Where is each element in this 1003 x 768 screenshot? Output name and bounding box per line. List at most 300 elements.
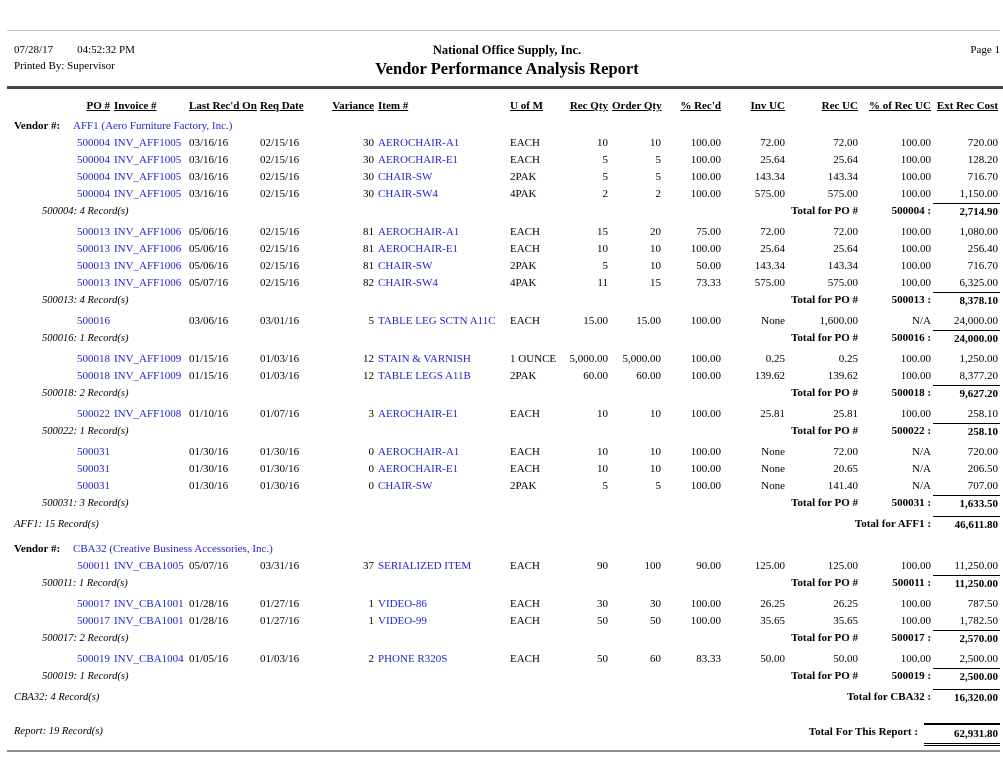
- inv-uc-cell: 143.34: [754, 171, 785, 183]
- po-cell[interactable]: 500031: [77, 463, 110, 475]
- rec-uc-cell: 20.65: [833, 463, 858, 475]
- table-row: [14, 406, 1000, 423]
- order-qty-cell: 50: [650, 615, 661, 627]
- order-qty-cell: 10: [650, 260, 661, 272]
- req-date-cell: 01/30/16: [260, 446, 300, 458]
- inv-uc-cell: 125.00: [754, 560, 785, 572]
- pct-recd-cell: 100.00: [690, 154, 721, 166]
- table-row: [14, 169, 1000, 186]
- pct-rec-uc-cell: 100.00: [900, 188, 931, 200]
- order-qty-cell: 5,000.00: [622, 353, 661, 365]
- order-qty-cell: 60.00: [636, 370, 661, 382]
- table-row: [14, 275, 1000, 292]
- uom-cell: 4PAK: [510, 188, 537, 200]
- invoice-cell[interactable]: INV_AFF1006: [114, 260, 182, 272]
- ext-rec-cost-cell: 716.70: [967, 260, 998, 272]
- order-qty-cell: 15.00: [636, 315, 661, 327]
- variance-cell: 82: [363, 277, 374, 289]
- rec-uc-cell: 50.00: [833, 653, 858, 665]
- po-cell[interactable]: 500013: [77, 260, 110, 272]
- pct-recd-cell: 50.00: [696, 260, 721, 272]
- last-recd-cell: 05/07/16: [189, 277, 229, 289]
- pct-rec-uc-cell: 100.00: [900, 243, 931, 255]
- po-cell[interactable]: 500013: [77, 277, 110, 289]
- po-cell[interactable]: 500013: [77, 226, 110, 238]
- table-row: [14, 444, 1000, 461]
- uom-cell: 2PAK: [510, 480, 537, 492]
- inv-uc-cell: 25.81: [760, 408, 785, 420]
- pct-recd-cell: 100.00: [690, 188, 721, 200]
- variance-cell: 12: [363, 370, 374, 382]
- last-recd-cell: 01/28/16: [189, 615, 229, 627]
- variance-cell: 5: [368, 315, 374, 327]
- variance-cell: 81: [363, 226, 374, 238]
- ext-rec-cost-cell: 1,782.50: [959, 615, 998, 627]
- ext-rec-cost-cell: 716.70: [967, 171, 998, 183]
- col-header-variance: Variance: [332, 100, 374, 112]
- order-qty-cell: 5: [655, 480, 661, 492]
- pct-rec-uc-cell: 100.00: [900, 277, 931, 289]
- invoice-cell[interactable]: INV_AFF1009: [114, 370, 182, 382]
- item-cell[interactable]: STAIN & VARNISH: [378, 353, 471, 365]
- order-qty-cell: 100: [644, 560, 661, 572]
- invoice-cell[interactable]: INV_CBA1005: [114, 560, 184, 572]
- pct-recd-cell: 100.00: [690, 480, 721, 492]
- po-total-label: Total for PO #: [791, 577, 858, 589]
- pct-rec-uc-cell: 100.00: [900, 598, 931, 610]
- pct-recd-cell: 90.00: [696, 560, 721, 572]
- pct-rec-uc-cell: 100.00: [900, 154, 931, 166]
- po-total-label: Total for PO #: [791, 294, 858, 306]
- table-row: [14, 152, 1000, 169]
- inv-uc-cell: 25.64: [760, 154, 785, 166]
- rec-qty-cell: 30: [597, 598, 608, 610]
- req-date-cell: 02/15/16: [260, 171, 300, 183]
- report-header: [14, 42, 1000, 79]
- pct-rec-uc-cell: N/A: [912, 463, 931, 475]
- po-total-label: Total for PO #: [791, 425, 858, 437]
- rec-qty-cell: 60.00: [583, 370, 608, 382]
- po-cell[interactable]: 500031: [77, 480, 110, 492]
- report-body: [14, 98, 1000, 707]
- inv-uc-cell: 72.00: [760, 226, 785, 238]
- pct-rec-uc-cell: 100.00: [900, 615, 931, 627]
- printed-by: Printed By: Supervisor: [14, 60, 115, 72]
- last-recd-cell: 01/10/16: [189, 408, 229, 420]
- invoice-cell[interactable]: INV_AFF1005: [114, 171, 182, 183]
- variance-cell: 81: [363, 260, 374, 272]
- order-qty-cell: 10: [650, 408, 661, 420]
- pct-recd-cell: 73.33: [696, 277, 721, 289]
- po-total-value: 11,250.00: [933, 575, 1000, 593]
- ext-rec-cost-cell: 1,150.00: [959, 188, 998, 200]
- invoice-cell[interactable]: INV_CBA1004: [114, 653, 184, 665]
- ext-rec-cost-cell: 707.00: [967, 480, 998, 492]
- pct-rec-uc-cell: 100.00: [900, 137, 931, 149]
- po-cell[interactable]: 500019: [77, 653, 110, 665]
- rec-uc-cell: 143.34: [827, 171, 858, 183]
- last-recd-cell: 05/06/16: [189, 243, 229, 255]
- rec-uc-cell: 25.64: [833, 243, 858, 255]
- rec-qty-cell: 10: [597, 137, 608, 149]
- po-summary-row: [14, 495, 1000, 513]
- po-cell[interactable]: 500004: [77, 171, 110, 183]
- po-total-value: 1,633.50: [933, 495, 1000, 513]
- po-summary-row: [14, 423, 1000, 441]
- pct-rec-uc-cell: N/A: [912, 480, 931, 492]
- vendor-name[interactable]: CBA32 (Creative Business Accessories, Inc.): [73, 543, 273, 555]
- last-recd-cell: 03/16/16: [189, 154, 229, 166]
- req-date-cell: 01/27/16: [260, 598, 300, 610]
- rec-qty-cell: 15: [597, 226, 608, 238]
- rec-qty-cell: 5,000.00: [569, 353, 608, 365]
- ext-rec-cost-cell: 1,250.00: [959, 353, 998, 365]
- item-cell[interactable]: CHAIR-SW4: [378, 188, 438, 200]
- ext-rec-cost-cell: 11,250.00: [954, 560, 998, 572]
- uom-cell: EACH: [510, 653, 540, 665]
- po-record-count: 500016: 1 Record(s): [42, 333, 129, 344]
- uom-cell: EACH: [510, 226, 540, 238]
- req-date-cell: 01/30/16: [260, 480, 300, 492]
- uom-cell: 2PAK: [510, 370, 537, 382]
- po-total-value: 8,378.10: [933, 292, 1000, 310]
- rec-uc-cell: 26.25: [833, 598, 858, 610]
- variance-cell: 1: [368, 598, 374, 610]
- po-record-count: 500017: 2 Record(s): [42, 633, 129, 644]
- item-cell[interactable]: CHAIR-SW4: [378, 277, 438, 289]
- column-header-row: [14, 98, 1000, 115]
- po-record-count: 500013: 4 Record(s): [42, 295, 129, 306]
- table-row: [14, 258, 1000, 275]
- po-total-value: 9,627.20: [933, 385, 1000, 403]
- item-cell[interactable]: AEROCHAIR-E1: [378, 154, 459, 166]
- ext-rec-cost-cell: 256.40: [967, 243, 998, 255]
- pct-recd-cell: 83.33: [696, 653, 721, 665]
- req-date-cell: 01/07/16: [260, 408, 300, 420]
- po-total-number: 500017 :: [891, 632, 931, 644]
- variance-cell: 12: [363, 353, 374, 365]
- ext-rec-cost-cell: 128.20: [967, 154, 998, 166]
- vendor-number-label: Vendor #:: [14, 543, 61, 555]
- po-cell[interactable]: 500013: [77, 243, 110, 255]
- uom-cell: EACH: [510, 154, 540, 166]
- order-qty-cell: 10: [650, 446, 661, 458]
- po-summary-row: [14, 385, 1000, 403]
- uom-cell: EACH: [510, 315, 540, 327]
- variance-cell: 0: [368, 463, 374, 475]
- po-record-count: 500018: 2 Record(s): [42, 388, 129, 399]
- printed-date: 07/28/17: [14, 44, 54, 56]
- po-total-label: Total for PO #: [791, 332, 858, 344]
- vendor-header-row: [14, 541, 1000, 558]
- item-cell[interactable]: AEROCHAIR-E1: [378, 463, 459, 475]
- rec-qty-cell: 10: [597, 463, 608, 475]
- invoice-cell[interactable]: INV_AFF1009: [114, 353, 182, 365]
- order-qty-cell: 60: [650, 653, 661, 665]
- pct-recd-cell: 100.00: [690, 408, 721, 420]
- po-summary-row: [14, 203, 1000, 221]
- req-date-cell: 02/15/16: [260, 154, 300, 166]
- uom-cell: EACH: [510, 463, 540, 475]
- col-header-rec-uc: Rec UC: [821, 100, 858, 112]
- po-summary-row: [14, 575, 1000, 593]
- po-record-count: 500019: 1 Record(s): [42, 671, 129, 682]
- po-total-value: 2,714.90: [933, 203, 1000, 221]
- po-total-label: Total for PO #: [791, 632, 858, 644]
- table-row: [14, 241, 1000, 258]
- order-qty-cell: 10: [650, 243, 661, 255]
- uom-cell: EACH: [510, 243, 540, 255]
- invoice-cell: [112, 313, 187, 330]
- vendor-name[interactable]: AFF1 (Aero Furniture Factory, Inc.): [73, 120, 233, 132]
- item-cell[interactable]: CHAIR-SW: [378, 171, 433, 183]
- inv-uc-cell: None: [761, 315, 785, 327]
- page-title: Vendor Performance Analysis Report: [375, 59, 639, 78]
- item-cell[interactable]: VIDEO-99: [378, 615, 427, 627]
- invoice-cell: [112, 444, 187, 461]
- po-cell[interactable]: 500022: [77, 408, 110, 420]
- col-header-item: Item #: [378, 100, 409, 112]
- rec-qty-cell: 10: [597, 243, 608, 255]
- po-total-value: 2,500.00: [933, 668, 1000, 686]
- vendor-number-label: Vendor #:: [14, 120, 61, 132]
- item-cell[interactable]: AEROCHAIR-A1: [378, 446, 460, 458]
- po-total-number: 500004 :: [891, 205, 931, 217]
- col-header-po: PO #: [86, 100, 110, 112]
- pct-rec-uc-cell: N/A: [912, 446, 931, 458]
- req-date-cell: 02/15/16: [260, 137, 300, 149]
- col-header-rec-qty: Rec Qty: [569, 100, 608, 112]
- pct-recd-cell: 100.00: [690, 315, 721, 327]
- table-row: [14, 461, 1000, 478]
- item-cell[interactable]: AEROCHAIR-E1: [378, 243, 459, 255]
- col-header-inv-uc: Inv UC: [750, 100, 785, 112]
- po-cell[interactable]: 500031: [77, 446, 110, 458]
- col-header-req-date: Req Date: [260, 100, 304, 112]
- ext-rec-cost-cell: 720.00: [967, 446, 998, 458]
- order-qty-cell: 20: [650, 226, 661, 238]
- col-header-uom: U of M: [510, 100, 543, 112]
- last-recd-cell: 03/16/16: [189, 188, 229, 200]
- inv-uc-cell: 35.65: [760, 615, 785, 627]
- rec-uc-cell: 25.64: [833, 154, 858, 166]
- ext-rec-cost-cell: 2,500.00: [959, 653, 998, 665]
- pct-recd-cell: 100.00: [690, 463, 721, 475]
- report-record-count: Report: 19 Record(s): [14, 726, 103, 737]
- invoice-cell[interactable]: INV_AFF1005: [114, 188, 182, 200]
- pct-rec-uc-cell: N/A: [912, 315, 931, 327]
- table-row: [14, 478, 1000, 495]
- invoice-cell[interactable]: INV_AFF1008: [114, 408, 182, 420]
- vendor-record-count: AFF1: 15 Record(s): [14, 519, 99, 530]
- item-cell[interactable]: TABLE LEGS A11B: [378, 370, 471, 382]
- variance-cell: 81: [363, 243, 374, 255]
- rec-qty-cell: 5: [602, 171, 608, 183]
- item-cell[interactable]: AEROCHAIR-A1: [378, 137, 460, 149]
- order-qty-cell: 5: [655, 171, 661, 183]
- req-date-cell: 01/30/16: [260, 463, 300, 475]
- po-cell[interactable]: 500017: [77, 615, 110, 627]
- invoice-cell: [112, 478, 187, 495]
- variance-cell: 0: [368, 446, 374, 458]
- variance-cell: 30: [363, 137, 374, 149]
- table-row: [14, 313, 1000, 330]
- rec-uc-cell: 35.65: [833, 615, 858, 627]
- rec-uc-cell: 72.00: [833, 226, 858, 238]
- page-top-edge: [7, 30, 1000, 31]
- po-cell[interactable]: 500004: [77, 137, 110, 149]
- page-bottom-edge: [7, 750, 1000, 752]
- uom-cell: EACH: [510, 137, 540, 149]
- item-cell[interactable]: TABLE LEG SCTN A11C: [378, 315, 496, 327]
- invoice-cell[interactable]: INV_AFF1006: [114, 243, 182, 255]
- vendor-total-value: 46,611.80: [933, 516, 1000, 534]
- uom-cell: 2PAK: [510, 260, 537, 272]
- rec-qty-cell: 2: [602, 188, 608, 200]
- po-total-number: 500022 :: [891, 425, 931, 437]
- rec-uc-cell: 143.34: [827, 260, 858, 272]
- ext-rec-cost-cell: 720.00: [967, 137, 998, 149]
- rec-qty-cell: 5: [602, 480, 608, 492]
- po-record-count: 500031: 3 Record(s): [42, 498, 129, 509]
- po-record-count: 500022: 1 Record(s): [42, 426, 129, 437]
- rec-qty-cell: 10: [597, 408, 608, 420]
- req-date-cell: 01/03/16: [260, 353, 300, 365]
- po-total-number: 500016 :: [891, 332, 931, 344]
- order-qty-cell: 10: [650, 137, 661, 149]
- po-summary-row: [14, 668, 1000, 686]
- order-qty-cell: 5: [655, 154, 661, 166]
- po-cell[interactable]: 500018: [77, 370, 110, 382]
- req-date-cell: 02/15/16: [260, 277, 300, 289]
- printed-time: 04:52:32 PM: [77, 44, 135, 56]
- item-cell[interactable]: SERIALIZED ITEM: [378, 560, 472, 572]
- po-cell[interactable]: 500016: [77, 315, 110, 327]
- rec-uc-cell: 1,600.00: [819, 315, 858, 327]
- item-cell[interactable]: AEROCHAIR-A1: [378, 226, 460, 238]
- uom-cell: 2PAK: [510, 171, 537, 183]
- pct-recd-cell: 100.00: [690, 615, 721, 627]
- uom-cell: 4PAK: [510, 277, 537, 289]
- po-cell[interactable]: 500004: [77, 188, 110, 200]
- last-recd-cell: 01/28/16: [189, 598, 229, 610]
- ext-rec-cost-cell: 6,325.00: [959, 277, 998, 289]
- req-date-cell: 02/15/16: [260, 226, 300, 238]
- pct-recd-cell: 100.00: [690, 243, 721, 255]
- po-summary-row: [14, 630, 1000, 648]
- invoice-cell[interactable]: INV_AFF1005: [114, 137, 182, 149]
- req-date-cell: 02/15/16: [260, 260, 300, 272]
- rec-qty-cell: 5: [602, 260, 608, 272]
- variance-cell: 1: [368, 615, 374, 627]
- order-qty-cell: 30: [650, 598, 661, 610]
- table-row: [14, 351, 1000, 368]
- col-header-pct-recd: % Rec'd: [680, 100, 721, 112]
- po-total-label: Total for PO #: [791, 387, 858, 399]
- last-recd-cell: 01/15/16: [189, 370, 229, 382]
- req-date-cell: 02/15/16: [260, 188, 300, 200]
- item-cell[interactable]: CHAIR-SW: [378, 480, 433, 492]
- table-row: [14, 368, 1000, 385]
- invoice-cell[interactable]: INV_CBA1001: [114, 598, 184, 610]
- table-row: [14, 186, 1000, 203]
- item-cell[interactable]: PHONE R320S: [378, 653, 448, 665]
- pct-rec-uc-cell: 100.00: [900, 653, 931, 665]
- ext-rec-cost-cell: 8,377.20: [959, 370, 998, 382]
- req-date-cell: 03/01/16: [260, 315, 300, 327]
- invoice-cell[interactable]: INV_CBA1001: [114, 615, 184, 627]
- pct-recd-cell: 100.00: [690, 353, 721, 365]
- rec-qty-cell: 5: [602, 154, 608, 166]
- order-qty-cell: 10: [650, 463, 661, 475]
- po-total-number: 500018 :: [891, 387, 931, 399]
- variance-cell: 30: [363, 188, 374, 200]
- po-record-count: 500011: 1 Record(s): [42, 578, 128, 589]
- req-date-cell: 01/27/16: [260, 615, 300, 627]
- po-cell[interactable]: 500018: [77, 353, 110, 365]
- uom-cell: EACH: [510, 446, 540, 458]
- pct-rec-uc-cell: 100.00: [900, 408, 931, 420]
- inv-uc-cell: 143.34: [754, 260, 785, 272]
- report-summary-row: [14, 723, 1000, 746]
- inv-uc-cell: 0.25: [765, 353, 785, 365]
- order-qty-cell: 15: [650, 277, 661, 289]
- invoice-cell: [112, 461, 187, 478]
- table-row: [14, 651, 1000, 668]
- vendor-summary-row: [14, 516, 1000, 534]
- last-recd-cell: 01/30/16: [189, 480, 229, 492]
- invoice-cell[interactable]: INV_AFF1005: [114, 154, 182, 166]
- po-total-number: 500019 :: [891, 670, 931, 682]
- uom-cell: EACH: [510, 598, 540, 610]
- po-cell[interactable]: 500011: [77, 560, 110, 572]
- inv-uc-cell: 575.00: [754, 188, 785, 200]
- report-total-value: 62,931.80: [924, 723, 1000, 746]
- rec-uc-cell: 575.00: [827, 277, 858, 289]
- po-total-number: 500031 :: [891, 497, 931, 509]
- uom-cell: EACH: [510, 615, 540, 627]
- ext-rec-cost-cell: 1,080.00: [959, 226, 998, 238]
- invoice-cell[interactable]: INV_AFF1006: [114, 277, 182, 289]
- rec-uc-cell: 139.62: [827, 370, 858, 382]
- item-cell[interactable]: AEROCHAIR-E1: [378, 408, 459, 420]
- variance-cell: 30: [363, 154, 374, 166]
- ext-rec-cost-cell: 258.10: [967, 408, 998, 420]
- inv-uc-cell: None: [761, 480, 785, 492]
- po-total-value: 258.10: [933, 423, 1000, 441]
- invoice-cell[interactable]: INV_AFF1006: [114, 226, 182, 238]
- po-cell[interactable]: 500017: [77, 598, 110, 610]
- report-total-label: Total For This Report :: [808, 726, 918, 738]
- variance-cell: 3: [368, 408, 374, 420]
- company-name: National Office Supply, Inc.: [432, 43, 582, 57]
- last-recd-cell: 05/06/16: [189, 226, 229, 238]
- rec-uc-cell: 0.25: [838, 353, 858, 365]
- vendor-record-count: CBA32: 4 Record(s): [14, 692, 100, 703]
- rec-qty-cell: 50: [597, 653, 608, 665]
- po-cell[interactable]: 500004: [77, 154, 110, 166]
- item-cell[interactable]: CHAIR-SW: [378, 260, 433, 272]
- page-number: Page 1: [970, 44, 1000, 56]
- last-recd-cell: 03/16/16: [189, 137, 229, 149]
- uom-cell: 1 OUNCE: [510, 353, 557, 365]
- rec-uc-cell: 575.00: [827, 188, 858, 200]
- header-center: [375, 42, 639, 79]
- vendor-summary-row: [14, 689, 1000, 707]
- item-cell[interactable]: VIDEO-86: [378, 598, 427, 610]
- last-recd-cell: 03/16/16: [189, 171, 229, 183]
- ext-rec-cost-cell: 787.50: [967, 598, 998, 610]
